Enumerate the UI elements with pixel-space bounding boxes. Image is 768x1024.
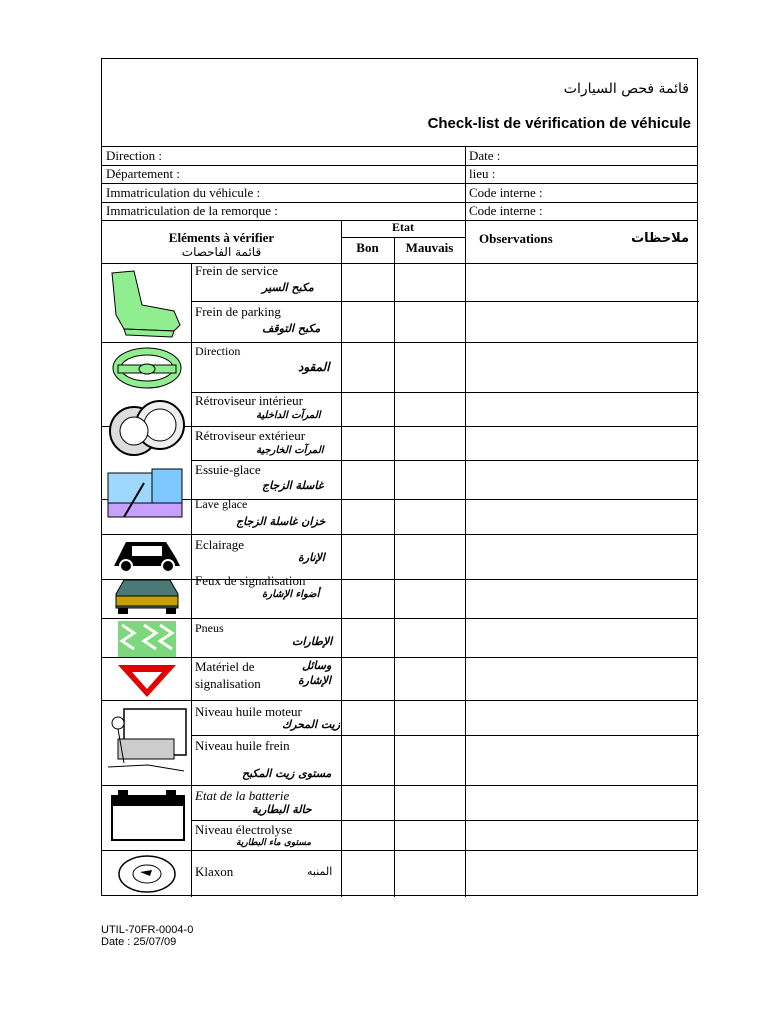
item-retro-ext-ar: المرآت الخارجية bbox=[256, 445, 324, 456]
footer-date: Date : 25/07/09 bbox=[101, 936, 177, 948]
item-batterie: Etat de la batterie bbox=[195, 788, 290, 803]
etat-header: Etat bbox=[392, 220, 414, 234]
mauvais-header: Mauvais bbox=[405, 240, 454, 255]
item-klaxon: Klaxon bbox=[195, 864, 234, 879]
item-electrolyse: Niveau électrolyse bbox=[195, 822, 293, 837]
elements-header: Eléments à vérifier bbox=[168, 230, 275, 245]
item-essuie-glace: Essuie-glace bbox=[195, 462, 261, 477]
item-direction: Direction bbox=[195, 344, 241, 358]
title-arabic: قائمة فحص السيارات bbox=[563, 81, 689, 97]
immat-vehicule-label: Immatriculation du véhicule : bbox=[106, 185, 261, 200]
item-pneus: Pneus bbox=[195, 621, 224, 635]
item-retro-int: Rétroviseur intérieur bbox=[195, 393, 303, 408]
direction-label: Direction : bbox=[106, 148, 162, 163]
item-eclairage: Eclairage bbox=[195, 537, 245, 552]
item-lave-glace-ar: خزان غاسلة الزجاج bbox=[236, 515, 326, 528]
tire-icon bbox=[104, 621, 190, 657]
car-lights-icon bbox=[104, 576, 190, 616]
elements-header-ar: قائمة الفاحصات bbox=[181, 245, 262, 259]
warning-triangle-icon bbox=[104, 661, 190, 699]
item-huile-frein-ar: مستوى زيت المكبح bbox=[242, 767, 332, 780]
horn-icon bbox=[104, 853, 190, 895]
item-pneus-ar: الإطارات bbox=[292, 635, 333, 648]
item-frein-parking-ar: مكبح التوقف bbox=[262, 322, 321, 335]
bon-header: Bon bbox=[356, 240, 379, 255]
observations-header-ar: ملاحظات bbox=[631, 231, 689, 246]
item-feux-ar: أضواء الإشارة bbox=[262, 589, 320, 600]
code-interne-label-1: Code interne : bbox=[469, 185, 543, 200]
item-electrolyse-ar: مستوى ماء البطارية bbox=[236, 838, 312, 848]
code-interne-label-2: Code interne : bbox=[469, 203, 543, 218]
brake-pedal-icon bbox=[104, 265, 190, 339]
item-materiel-2: signalisation bbox=[195, 676, 261, 691]
item-materiel-ar-1: وسائل bbox=[302, 659, 332, 672]
item-direction-ar: المقود bbox=[298, 360, 330, 374]
observations-header: Observations bbox=[479, 231, 553, 246]
date-label: Date : bbox=[469, 148, 501, 163]
item-eclairage-ar: الإنارة bbox=[298, 551, 325, 564]
steering-wheel-icon bbox=[104, 346, 190, 390]
car-front-icon bbox=[104, 536, 190, 574]
item-essuie-glace-ar: غاسلة الزجاج bbox=[262, 479, 324, 492]
item-materiel-1: Matériel de bbox=[195, 659, 255, 674]
item-huile-moteur: Niveau huile moteur bbox=[195, 704, 302, 719]
item-retro-int-ar: المرآت الداخلية bbox=[256, 410, 321, 421]
item-huile-moteur-ar: زيت المحرك bbox=[282, 718, 341, 731]
checklist-form bbox=[101, 58, 698, 896]
item-retro-ext: Rétroviseur extérieur bbox=[195, 428, 306, 443]
item-feux: Feux de signalisation bbox=[195, 573, 306, 588]
item-klaxon-ar: المنبه bbox=[307, 865, 333, 878]
title-french: Check-list de vérification de véhicule bbox=[427, 115, 691, 132]
item-batterie-ar: حالة البطارية bbox=[252, 803, 312, 816]
immat-remorque-label: Immatriculation de la remorque : bbox=[106, 203, 278, 218]
lieu-label: lieu : bbox=[469, 166, 496, 181]
battery-icon bbox=[104, 788, 190, 848]
item-frein-service-ar: مكبح السير bbox=[262, 281, 314, 294]
footer-code: UTIL-70FR-0004-0 bbox=[101, 924, 194, 936]
item-materiel-ar-2: الإشارة bbox=[298, 674, 331, 687]
engine-oil-icon bbox=[104, 703, 190, 783]
item-huile-frein: Niveau huile frein bbox=[195, 738, 290, 753]
item-frein-service: Frein de service bbox=[195, 263, 279, 278]
item-lave-glace: Lave glace bbox=[195, 497, 248, 511]
departement-label: Département : bbox=[106, 166, 180, 181]
document-footer bbox=[101, 924, 193, 948]
windshield-wiper-icon bbox=[104, 463, 190, 533]
item-frein-parking: Frein de parking bbox=[195, 304, 281, 319]
mirror-icon bbox=[104, 395, 190, 461]
